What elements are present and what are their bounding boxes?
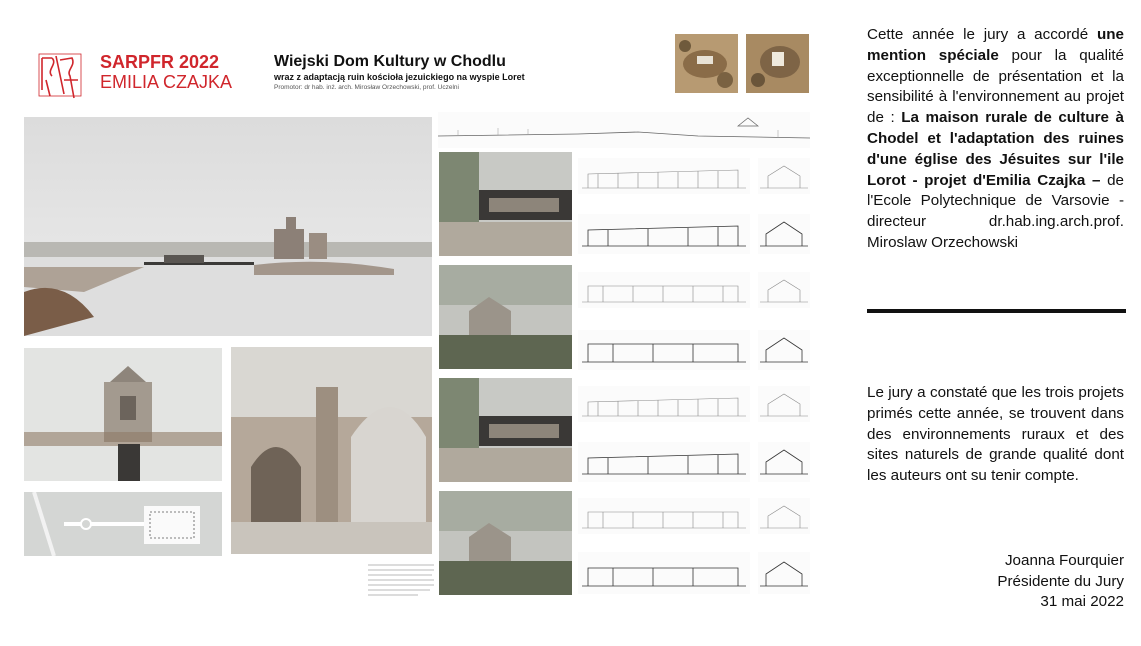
section-divider <box>867 309 1126 313</box>
section-drawing-3-side <box>758 442 810 482</box>
signatory-role: Présidente du Jury <box>997 572 1124 590</box>
elevation-drawing-1-side <box>758 158 810 194</box>
building-render-1 <box>439 152 572 256</box>
site-plan <box>24 492 222 556</box>
signature-date: 31 mai 2022 <box>1040 593 1124 611</box>
section-drawing-2 <box>578 330 750 370</box>
site-section-drawing <box>438 112 810 148</box>
signatory-name: Joanna Fourquier <box>1004 552 1124 569</box>
building-render-3 <box>439 378 572 482</box>
elevation-drawing-4 <box>578 498 750 534</box>
section-drawing-1-side <box>758 214 810 254</box>
section-drawing-1 <box>578 214 750 254</box>
project-subtitle: wraz z adaptacją ruin kościoła jezuickiego na wyspie Loret <box>274 72 525 82</box>
model-photo-2 <box>746 34 809 93</box>
special-mention: une mention spéciale <box>867 26 1124 64</box>
elevation-drawing-1 <box>578 158 750 194</box>
sarp-logo <box>36 50 84 102</box>
main-landscape-render <box>24 117 432 336</box>
jury-statement-intro: Cette année le jury a accordé <box>867 26 1097 43</box>
school-director: de l'Ecole Polytechnique de Varsovie - directeur dr.hab.ing.arch.prof. Miroslaw Orzechowski <box>867 171 1124 251</box>
project-title-fr: La maison rurale de culture à Chodel et l'adaptation des ruines d'une église des Jésuites sur l'ile Lorot - projet d'Emilia Czajka – <box>867 109 1124 189</box>
poster-description-text <box>368 562 434 600</box>
jury-statement-reason: pour la qualité exceptionnelle de présentation et la sensibilité à l'environnement au projet de : <box>867 46 1124 127</box>
building-render-4 <box>439 491 572 595</box>
elevation-drawing-4-side <box>758 498 810 534</box>
elevation-drawing-3-side <box>758 386 810 422</box>
award-title: SARPFR 2022 <box>100 52 220 72</box>
section-drawing-4-side <box>758 552 810 594</box>
section-drawing-3 <box>578 442 750 482</box>
jury-statement <box>867 25 1124 254</box>
jury-observation: Le jury a constaté que les trois projets primés cette année, se trouvent dans des environnements ruraux et des sites naturels de grande qualité dont les auteurs ont su tenir compte. <box>867 384 1124 485</box>
section-drawing-4 <box>578 552 750 594</box>
elevation-drawing-3 <box>578 386 750 422</box>
ruin-island-render <box>24 348 222 481</box>
signature-block <box>867 551 1124 613</box>
building-render-2 <box>439 265 572 369</box>
elevation-drawing-2-side <box>758 272 810 308</box>
ruin-interior-render <box>231 347 432 554</box>
project-promoter: Promotor: dr hab. inż. arch. Mirosław Orzechowski, prof. Uczelni <box>274 84 459 91</box>
model-photo-1 <box>675 34 738 93</box>
section-drawing-2-side <box>758 330 810 370</box>
laureate-name: EMILIA CZAJKA <box>100 72 233 92</box>
project-title: Wiejski Dom Kultury w Chodlu <box>274 53 506 70</box>
elevation-drawing-2 <box>578 272 750 308</box>
